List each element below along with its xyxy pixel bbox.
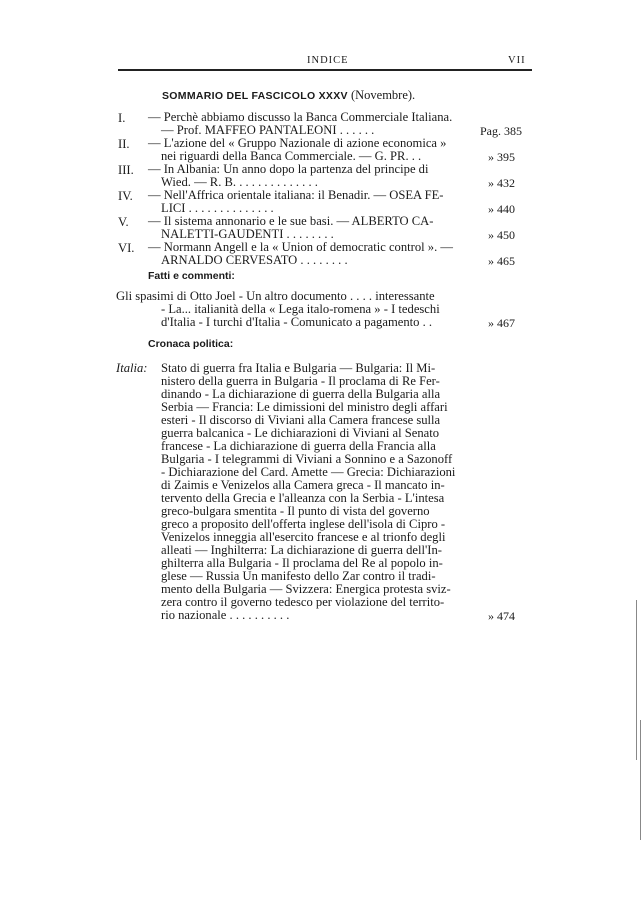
- cronaca-label: Italia:: [116, 361, 148, 375]
- scan-edge-mark: [640, 720, 641, 840]
- cronaca-line: francese - La dichiarazione di guerra della Francia alla: [161, 439, 436, 453]
- fatti-line: d'Italia - I turchi d'Italia - Comunicato a pagamento . .: [161, 315, 433, 329]
- cronaca-line: alleati — Inghilterra: La dichiarazione di guerra dell'In-: [161, 543, 442, 557]
- entry-line: LICI . . . . . . . . . . . . . .: [161, 201, 274, 215]
- section-heading-cronaca: Cronaca politica:: [148, 338, 234, 350]
- cronaca-line: ghilterra alla Bulgaria - Il proclama del Re al popolo in-: [161, 556, 443, 570]
- cronaca-line: Venizelos inneggia all'esercito francese e al trionfo degli: [161, 530, 446, 544]
- entry-page: » 450: [488, 228, 515, 242]
- cronaca-line: di Zaimis e Venizelos alla Camera greca - Il mancato in-: [161, 478, 445, 492]
- cronaca-line: tervento della Grecia e l'alleanza con la Serbia - L'intesa: [161, 491, 445, 505]
- entry-page: » 395: [488, 150, 515, 164]
- fatti-line: - La... italianità della « Lega italo-romena » - I tedeschi: [161, 302, 440, 316]
- entry-page: » 432: [488, 176, 515, 190]
- entry-page: Pag. 385: [480, 124, 522, 138]
- cronaca-line: Stato di guerra fra Italia e Bulgaria — Bulgaria: Il Mi-: [161, 361, 436, 375]
- entry-line: ARNALDO CERVESATO . . . . . . . .: [161, 253, 348, 267]
- cronaca-line: guerra balcanica - Le dichiarazioni di Viviani al Senato: [161, 426, 440, 440]
- fatti-line: Gli spasimi di Otto Joel - Un altro documento . . . . interessante: [116, 289, 435, 303]
- cronaca-page: » 474: [488, 609, 515, 623]
- entry-line: NALETTI-GAUDENTI . . . . . . . .: [161, 227, 334, 241]
- entry-page: » 440: [488, 202, 515, 216]
- header-rule: [118, 69, 532, 71]
- cronaca-line: greco a proposito dell'offerta inglese dell'isola di Cipro -: [161, 517, 446, 531]
- entry-line: — Prof. MAFFEO PANTALEONI . . . . . .: [161, 123, 375, 137]
- cronaca-line: dinando - La dichiarazione di guerra della Bulgaria alla: [161, 387, 441, 401]
- cronaca-line: glese — Russia Un manifesto dello Zar contro il tradi-: [161, 569, 436, 583]
- entry-line: — Normann Angell e la « Union of democratic control ». —: [148, 240, 453, 254]
- fatti-page: » 467: [488, 316, 515, 330]
- entry-line: nei riguardi della Banca Commerciale. — G. PR. . .: [161, 149, 422, 163]
- entry-line: — Perchè abbiamo discusso la Banca Commerciale Italiana.: [148, 110, 453, 124]
- scan-edge-mark: [636, 600, 637, 760]
- cronaca-line: mento della Bulgaria — Svizzera: Energica protesta sviz-: [161, 582, 451, 596]
- summary-title: [162, 88, 415, 103]
- cronaca-line: zera contro il governo tedesco per violazione del territo-: [161, 595, 445, 609]
- section-heading-fatti: Fatti e commenti:: [148, 270, 235, 282]
- summary-title-caps: SOMMARIO DEL FASCICOLO XXXV: [162, 90, 348, 102]
- entry-number: III.: [118, 163, 134, 177]
- entry-number: II.: [118, 137, 130, 151]
- cronaca-line: Bulgaria - I telegrammi di Viviani a Sonnino e a Sazonoff: [161, 452, 453, 466]
- cronaca-line: nistero della guerra in Bulgaria - Il proclama di Re Fer-: [161, 374, 440, 388]
- cronaca-line: esteri - Il discorso di Viviani alla Camera francese sulla: [161, 413, 441, 427]
- entry-number: I.: [118, 111, 126, 125]
- cronaca-line: Serbia — Francia: Le dimissioni del ministro degli affari: [161, 400, 448, 414]
- page-number: VII: [508, 55, 526, 66]
- entry-line: — L'azione del « Gruppo Nazionale di azione economica »: [148, 136, 447, 150]
- entry-line: — Nell'Affrica orientale italiana: il Benadir. — OSEA FE-: [148, 188, 444, 202]
- running-header-title: INDICE: [307, 55, 349, 66]
- entry-line: — Il sistema annonario e le sue basi. — ALBERTO CA-: [148, 214, 434, 228]
- entry-line: — In Albania: Un anno dopo la partenza del principe di: [148, 162, 429, 176]
- cronaca-line: rio nazionale . . . . . . . . . .: [161, 608, 290, 622]
- cronaca-line: greco-bulgara smentita - Il punto di vista del governo: [161, 504, 430, 518]
- summary-title-rest: (Novembre).: [347, 88, 416, 102]
- entry-number: V.: [118, 215, 129, 229]
- entry-number: IV.: [118, 189, 133, 203]
- entry-page: » 465: [488, 254, 515, 268]
- entry-line: Wied. — R. B. . . . . . . . . . . . . .: [161, 175, 318, 189]
- cronaca-line: - Dichiarazione del Card. Amette — Grecia: Dichiarazioni: [161, 465, 456, 479]
- entry-number: VI.: [118, 241, 135, 255]
